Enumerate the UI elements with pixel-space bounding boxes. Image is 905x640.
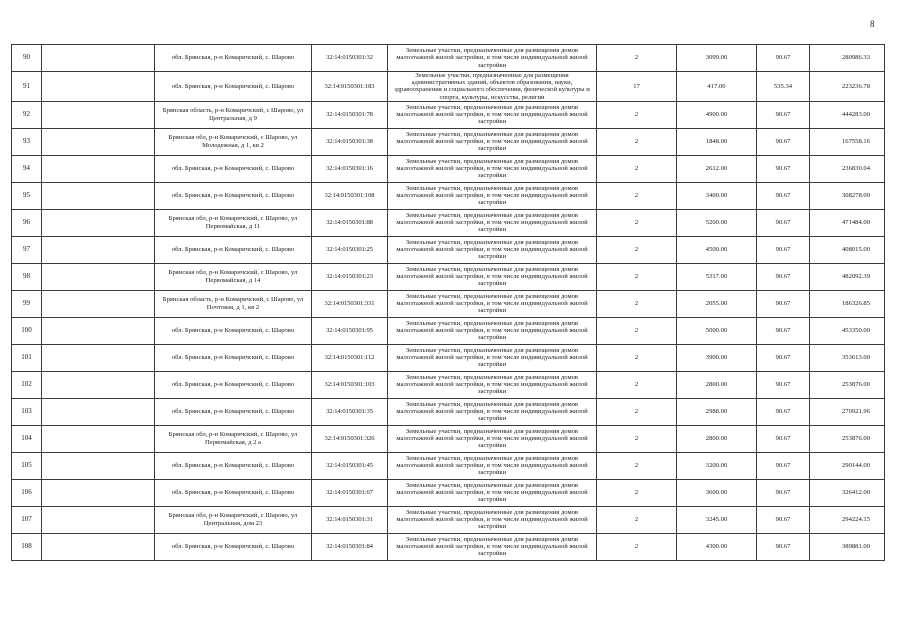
row-number-cell: 105: [12, 452, 42, 479]
cadastral-number-cell: 32:14:0150301:326: [312, 425, 388, 452]
table-row: [12, 236, 885, 263]
row-number-cell: 93: [12, 128, 42, 155]
specific-value-cell: 90.67: [757, 263, 810, 290]
cadastral-value-cell: 326412.00: [810, 479, 885, 506]
row-number-cell: 104: [12, 425, 42, 452]
land-use-cell: Земельные участки, предназначенные для размещения домов малоэтажной жилой застройки, в том числе индивидуальной жилой застройки: [388, 236, 597, 263]
cadastral-value-cell: 353613.00: [810, 344, 885, 371]
row-number-cell: 96: [12, 209, 42, 236]
area-cell: 5200.00: [677, 209, 757, 236]
table-row: [12, 101, 885, 128]
group-code-cell: 2: [597, 290, 677, 317]
row-number-cell: 92: [12, 101, 42, 128]
group-code-cell: 2: [597, 317, 677, 344]
empty-cell: [42, 45, 155, 72]
cadastral-value-cell: 389881.00: [810, 533, 885, 560]
area-cell: 417.00: [677, 72, 757, 102]
address-cell: обл. Брянская, р-н Комаричский, с. Шарово: [155, 371, 312, 398]
land-use-cell: Земельные участки, предназначенные для размещения домов малоэтажной жилой застройки, в том числе индивидуальной жилой застройки: [388, 128, 597, 155]
specific-value-cell: 90.67: [757, 479, 810, 506]
row-number-cell: 91: [12, 72, 42, 102]
address-cell: обл. Брянская, р-н Комаричский, с. Шарово: [155, 398, 312, 425]
cadastral-number-cell: 32:14:0150301:45: [312, 452, 388, 479]
empty-cell: [42, 425, 155, 452]
specific-value-cell: 90.67: [757, 128, 810, 155]
empty-cell: [42, 398, 155, 425]
group-code-cell: 2: [597, 506, 677, 533]
empty-cell: [42, 479, 155, 506]
group-code-cell: 2: [597, 45, 677, 72]
land-use-cell: Земельные участки, предназначенные для размещения домов малоэтажной жилой застройки, в том числе индивидуальной жилой застройки: [388, 317, 597, 344]
cadastral-number-cell: 32:14:0150301:183: [312, 72, 388, 102]
cadastral-value-cell: 223236.78: [810, 72, 885, 102]
area-cell: 4900.00: [677, 101, 757, 128]
table-row: [12, 425, 885, 452]
address-cell: Брянская обл, р-н Комаричский, с Шарово, ул Первомайская, д 2 а: [155, 425, 312, 452]
empty-cell: [42, 452, 155, 479]
specific-value-cell: 90.67: [757, 101, 810, 128]
row-number-cell: 101: [12, 344, 42, 371]
cadastral-number-cell: 32:14:0150301:35: [312, 398, 388, 425]
group-code-cell: 2: [597, 128, 677, 155]
table-row: [12, 209, 885, 236]
address-cell: обл. Брянская, р-н Комаричский, с. Шарово: [155, 344, 312, 371]
land-use-cell: Земельные участки, предназначенные для размещения домов малоэтажной жилой застройки, в том числе индивидуальной жилой застройки: [388, 45, 597, 72]
land-use-cell: Земельные участки, предназначенные для размещения домов малоэтажной жилой застройки, в том числе индивидуальной жилой застройки: [388, 479, 597, 506]
address-cell: Брянская обл, р-н Комаричский, с Шарово, ул Первомайская, д 11: [155, 209, 312, 236]
address-cell: обл. Брянская, р-н Комаричский, с. Шарово: [155, 72, 312, 102]
empty-cell: [42, 263, 155, 290]
address-cell: обл. Брянская, р-н Комаричский, с. Шарово: [155, 182, 312, 209]
area-cell: 1848.00: [677, 128, 757, 155]
specific-value-cell: 90.67: [757, 209, 810, 236]
land-use-cell: Земельные участки, предназначенные для размещения домов малоэтажной жилой застройки, в том числе индивидуальной жилой застройки: [388, 506, 597, 533]
row-number-cell: 94: [12, 155, 42, 182]
specific-value-cell: 90.67: [757, 182, 810, 209]
land-use-cell: Земельные участки, предназначенные для размещения домов малоэтажной жилой застройки, в том числе индивидуальной жилой застройки: [388, 425, 597, 452]
empty-cell: [42, 182, 155, 209]
specific-value-cell: 90.67: [757, 45, 810, 72]
cadastral-number-cell: 32:14:0150301:112: [312, 344, 388, 371]
cadastral-number-cell: 32:14:0150301:23: [312, 263, 388, 290]
cadastral-value-cell: 294224.15: [810, 506, 885, 533]
group-code-cell: 2: [597, 101, 677, 128]
address-cell: обл. Брянская, р-н Комаричский, с. Шарово: [155, 533, 312, 560]
address-cell: Брянская обл, р-н Комаричский, с Шарово, ул Молодежная, д 1, кв 2: [155, 128, 312, 155]
cadastral-number-cell: 32:14:0150301:31: [312, 506, 388, 533]
row-number-cell: 100: [12, 317, 42, 344]
empty-cell: [42, 371, 155, 398]
table-row: [12, 72, 885, 102]
cadastral-value-cell: 482092.39: [810, 263, 885, 290]
group-code-cell: 2: [597, 479, 677, 506]
area-cell: 3099.00: [677, 45, 757, 72]
address-cell: обл. Брянская, р-н Комаричский, с. Шарово: [155, 155, 312, 182]
row-number-cell: 106: [12, 479, 42, 506]
row-number-cell: 99: [12, 290, 42, 317]
cadastral-number-cell: 32:14:0150301:95: [312, 317, 388, 344]
group-code-cell: 2: [597, 209, 677, 236]
empty-cell: [42, 101, 155, 128]
area-cell: 2988.00: [677, 398, 757, 425]
table-body: [12, 45, 885, 561]
table-row: [12, 155, 885, 182]
area-cell: 2055.00: [677, 290, 757, 317]
table-row: [12, 344, 885, 371]
specific-value-cell: 90.67: [757, 452, 810, 479]
row-number-cell: 95: [12, 182, 42, 209]
cadastral-value-cell: 408015.00: [810, 236, 885, 263]
group-code-cell: 2: [597, 398, 677, 425]
land-use-cell: Земельные участки, предназначенные для размещения домов малоэтажной жилой застройки, в том числе индивидуальной жилой застройки: [388, 452, 597, 479]
land-use-cell: Земельные участки, предназначенные для размещения домов малоэтажной жилой застройки, в том числе индивидуальной жилой застройки: [388, 209, 597, 236]
area-cell: 2800.00: [677, 371, 757, 398]
row-number-cell: 103: [12, 398, 42, 425]
empty-cell: [42, 506, 155, 533]
group-code-cell: 2: [597, 155, 677, 182]
area-cell: 3400.00: [677, 182, 757, 209]
land-use-cell: Земельные участки, предназначенные для размещения домов малоэтажной жилой застройки, в том числе индивидуальной жилой застройки: [388, 263, 597, 290]
cadastral-value-cell: 444283.00: [810, 101, 885, 128]
row-number-cell: 90: [12, 45, 42, 72]
land-use-cell: Земельные участки, предназначенные для размещения домов малоэтажной жилой застройки, в том числе индивидуальной жилой застройки: [388, 344, 597, 371]
address-cell: Брянская область, р-н Комаричский, с Шарово, ул Центральная, д 9: [155, 101, 312, 128]
land-use-cell: Земельные участки, предназначенные для размещения домов малоэтажной жилой застройки, в том числе индивидуальной жилой застройки: [388, 290, 597, 317]
specific-value-cell: 90.67: [757, 155, 810, 182]
land-use-cell: Земельные участки, предназначенные для размещения домов малоэтажной жилой застройки, в том числе индивидуальной жилой застройки: [388, 371, 597, 398]
table-row: [12, 263, 885, 290]
cadastral-value-cell: 471484.00: [810, 209, 885, 236]
area-cell: 2800.00: [677, 425, 757, 452]
cadastral-number-cell: 32:14:0150301:108: [312, 182, 388, 209]
page-number: 8: [870, 19, 875, 29]
specific-value-cell: 90.67: [757, 236, 810, 263]
land-use-cell: Земельные участки, предназначенные для размещения домов малоэтажной жилой застройки, в том числе индивидуальной жилой застройки: [388, 182, 597, 209]
area-cell: 3900.00: [677, 344, 757, 371]
specific-value-cell: 90.67: [757, 371, 810, 398]
row-number-cell: 107: [12, 506, 42, 533]
specific-value-cell: 90.67: [757, 290, 810, 317]
group-code-cell: 2: [597, 344, 677, 371]
cadastral-value-cell: 167558.16: [810, 128, 885, 155]
table-row: [12, 533, 885, 560]
table-row: [12, 317, 885, 344]
land-use-cell: Земельные участки, предназначенные для размещения домов малоэтажной жилой застройки, в том числе индивидуальной жилой застройки: [388, 398, 597, 425]
land-use-cell: Земельные участки, предназначенные для размещения административных зданий, объектов образования, науки, здравоохранения и социального обеспечения, физической культуры и спорта, культуры, искусства, религии: [388, 72, 597, 102]
specific-value-cell: 90.67: [757, 344, 810, 371]
cadastral-value-cell: 186326.85: [810, 290, 885, 317]
empty-cell: [42, 344, 155, 371]
table-row: [12, 45, 885, 72]
land-use-cell: Земельные участки, предназначенные для размещения домов малоэтажной жилой застройки, в том числе индивидуальной жилой застройки: [388, 533, 597, 560]
empty-cell: [42, 155, 155, 182]
specific-value-cell: 90.67: [757, 425, 810, 452]
address-cell: обл. Брянская, р-н Комаричский, с. Шарово: [155, 479, 312, 506]
group-code-cell: 2: [597, 425, 677, 452]
empty-cell: [42, 72, 155, 102]
cadastral-number-cell: 32:14:0150301:32: [312, 45, 388, 72]
cadastral-number-cell: 32:14:0150301:67: [312, 479, 388, 506]
row-number-cell: 102: [12, 371, 42, 398]
table-row: [12, 452, 885, 479]
cadastral-value-cell: 253876.00: [810, 425, 885, 452]
area-cell: 2612.00: [677, 155, 757, 182]
empty-cell: [42, 236, 155, 263]
address-cell: обл. Брянская, р-н Комаричский, с. Шарово: [155, 452, 312, 479]
table-row: [12, 290, 885, 317]
group-code-cell: 2: [597, 236, 677, 263]
table-row: [12, 506, 885, 533]
area-cell: 3245.00: [677, 506, 757, 533]
address-cell: обл. Брянская, р-н Комаричский, с. Шарово: [155, 317, 312, 344]
cadastral-value-cell: 236830.04: [810, 155, 885, 182]
empty-cell: [42, 290, 155, 317]
address-cell: Брянская обл, р-н Комаричский, с Шарово, ул Первомайская, д 14: [155, 263, 312, 290]
specific-value-cell: 90.67: [757, 317, 810, 344]
table-row: [12, 479, 885, 506]
cadastral-value-cell: 270921.96: [810, 398, 885, 425]
cadastral-value-cell: 280986.33: [810, 45, 885, 72]
table-row: [12, 182, 885, 209]
specific-value-cell: 90.67: [757, 506, 810, 533]
specific-value-cell: 90.67: [757, 398, 810, 425]
land-use-cell: Земельные участки, предназначенные для размещения домов малоэтажной жилой застройки, в том числе индивидуальной жилой застройки: [388, 155, 597, 182]
cadastral-number-cell: 32:14:0150301:16: [312, 155, 388, 182]
group-code-cell: 2: [597, 182, 677, 209]
cadastral-value-cell: 253876.00: [810, 371, 885, 398]
row-number-cell: 98: [12, 263, 42, 290]
area-cell: 4500.00: [677, 236, 757, 263]
address-cell: обл. Брянская, р-н Комаричский, с. Шарово: [155, 236, 312, 263]
empty-cell: [42, 128, 155, 155]
area-cell: 5317.00: [677, 263, 757, 290]
cadastral-number-cell: 32:14:0150301:78: [312, 101, 388, 128]
cadastral-number-cell: 32:14:0150301:103: [312, 371, 388, 398]
cadastral-value-cell: 308278.00: [810, 182, 885, 209]
cadastral-number-cell: 32:14:0150301:88: [312, 209, 388, 236]
land-use-cell: Земельные участки, предназначенные для размещения домов малоэтажной жилой застройки, в том числе индивидуальной жилой застройки: [388, 101, 597, 128]
area-cell: 3200.00: [677, 452, 757, 479]
cadastral-value-cell: 453350.00: [810, 317, 885, 344]
area-cell: 4300.00: [677, 533, 757, 560]
address-cell: обл. Брянская, р-н Комаричский, с. Шарово: [155, 45, 312, 72]
cadastral-value-cell: 290144.00: [810, 452, 885, 479]
empty-cell: [42, 317, 155, 344]
table-row: [12, 398, 885, 425]
area-cell: 5000.00: [677, 317, 757, 344]
specific-value-cell: 90.67: [757, 533, 810, 560]
address-cell: Брянская обл, р-н Комаричский, с Шарово, ул Центральная, дом 23: [155, 506, 312, 533]
cadastral-number-cell: 32:14:0150301:25: [312, 236, 388, 263]
table-row: [12, 128, 885, 155]
land-registry-table: [11, 44, 885, 561]
area-cell: 3600.00: [677, 479, 757, 506]
address-cell: Брянская область, р-н Комаричский, с Шарово, ул Почтовая, д 1, кв 2: [155, 290, 312, 317]
group-code-cell: 2: [597, 263, 677, 290]
group-code-cell: 2: [597, 371, 677, 398]
row-number-cell: 97: [12, 236, 42, 263]
empty-cell: [42, 533, 155, 560]
group-code-cell: 2: [597, 533, 677, 560]
empty-cell: [42, 209, 155, 236]
specific-value-cell: 535.34: [757, 72, 810, 102]
cadastral-number-cell: 32:14:0150301:84: [312, 533, 388, 560]
group-code-cell: 17: [597, 72, 677, 102]
row-number-cell: 108: [12, 533, 42, 560]
table-row: [12, 371, 885, 398]
cadastral-number-cell: 32:14:0150301:38: [312, 128, 388, 155]
cadastral-number-cell: 32:14:0150301:331: [312, 290, 388, 317]
group-code-cell: 2: [597, 452, 677, 479]
